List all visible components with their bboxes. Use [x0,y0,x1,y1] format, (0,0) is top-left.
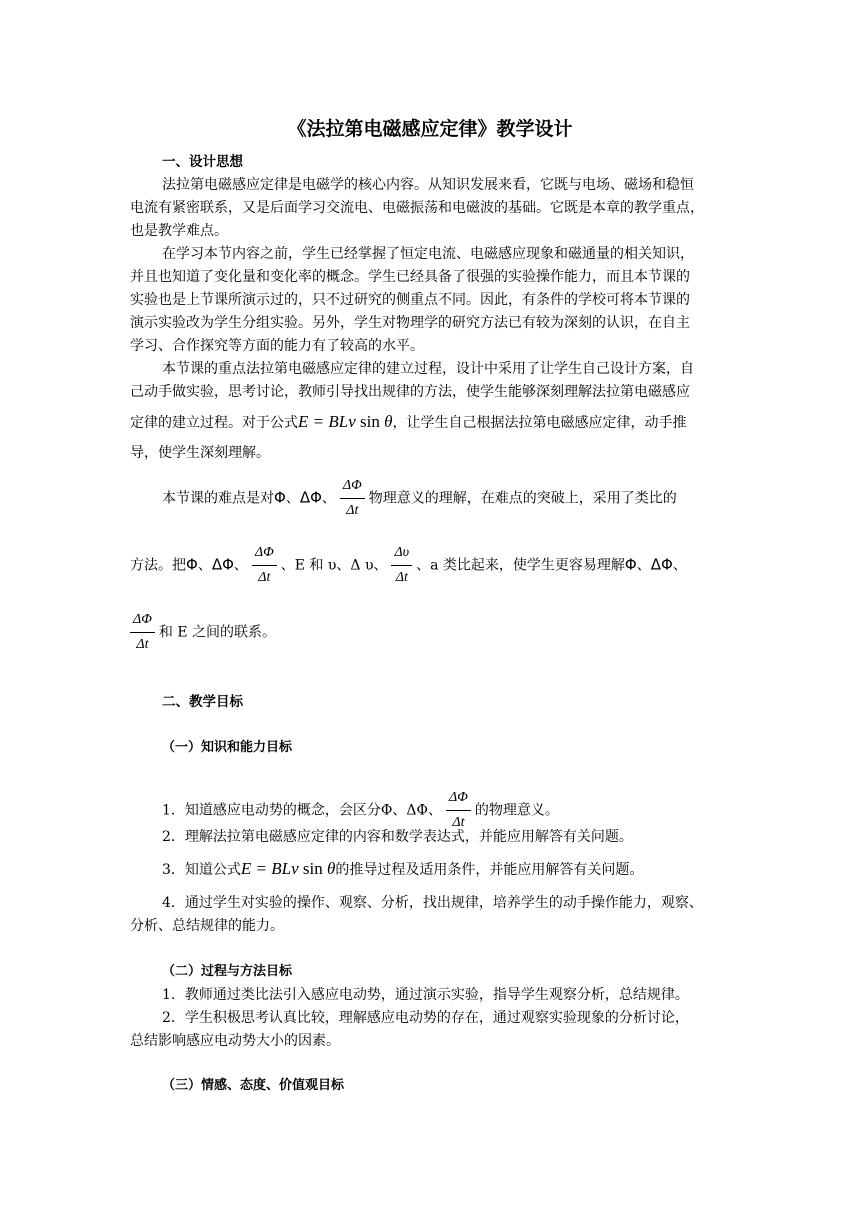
fraction-numerator: Δυ [391,543,412,566]
formula-sin: sin [355,412,385,431]
text-span: 1．知道感应电动势的概念，会区分Φ、ΔΦ、 [162,802,442,819]
list-item-with-formula [162,859,762,880]
subsection-heading-attitude: （三）情感、态度、价值观目标 [162,1078,345,1093]
fraction-numerator: ΔΦ [252,543,277,566]
paragraph-line: 学习、合作探究等方面的能力有了较高的水平。 [130,338,424,354]
formula-theta: θ [384,412,393,431]
text-span: 方法。把 [130,557,186,574]
fraction-dv-dt [391,543,412,588]
list-item-continued: 分析、总结规律的能力。 [130,918,284,934]
paragraph-line-difficulty [162,476,762,521]
fraction-denominator: Δt [346,503,359,518]
text-span: 、 [636,557,651,574]
document-title: 《法拉第电磁感应定律》教学设计 [287,118,573,140]
delta-phi-symbol: ΔΦ [211,555,234,574]
text-span: 本节课的难点是对 [162,490,274,507]
phi-symbol: Φ [186,555,198,574]
formula-theta: θ [327,859,336,878]
section-heading-goals: 二、教学目标 [162,694,243,710]
formula-emf [241,859,335,878]
fraction-numerator: ΔΦ [340,476,365,499]
fraction-denominator: Δt [136,637,149,652]
paragraph-line: 电流有紧密联系，又是后面学习交流电、电磁振荡和电磁波的基础。它既是本章的教学重点， [130,200,704,216]
formula-sin: sin [298,859,328,878]
delta-phi-symbol: ΔΦ [299,488,322,507]
list-item: 2．理解法拉第电磁感应定律的内容和数学表达式，并能应用解答有关问题。 [162,829,633,845]
paragraph-line: 实验也是上节课所演示过的，只不过研究的侧重点不同。因此，有条件的学校可将本节课的 [130,292,690,308]
text-span: 的物理意义。 [474,802,559,819]
paragraph-line: 法拉第电磁感应定律是电磁学的核心内容。从知识发展来看，它既与电场、磁场和稳恒 [162,177,694,193]
paragraph-line: 在学习本节内容之前，学生已经掌握了恒定电流、电磁感应现象和磁通量的相关知识， [162,246,694,262]
paragraph-line: 并且也知道了变化量和变化率的概念。学生已经具备了很强的实验操作能力，而且本节课的 [130,269,690,285]
list-item: 4．通过学生对实验的操作、观察、分析，找出规律，培养学生的动手操作能力，观察、 [162,895,703,911]
formula-emf [298,412,392,431]
text-span: 、E 和 υ、Δ υ、 [280,557,388,574]
text-span: 和 E 之间的联系。 [158,624,276,641]
text-span: 、 [321,490,336,507]
text-span: 3．知道公式 [162,862,241,878]
paragraph-line-with-formula [130,412,730,433]
paragraph-line-analogy [130,543,730,588]
phi-symbol: Φ [274,488,286,507]
fraction-numerator: ΔΦ [446,788,471,811]
paragraph-line: 导，使学生深刻理解。 [130,445,270,461]
text-span: ，让学生自己根据法拉第电磁感应定律，动手推 [392,415,687,431]
phi-symbol: Φ [624,555,637,574]
paragraph-line: 也是教学难点。 [130,223,228,239]
list-item-continued: 总结影响感应电动势大小的因素。 [130,1033,340,1049]
text-span: 、a 类比起来，使学生更容易理解 [416,557,625,574]
fraction-denominator: Δt [395,570,408,585]
text-span: 、 [197,557,212,574]
fraction-dphi-dt [130,610,155,655]
list-item: 2．学生积极思考认真比较，理解感应电动势的存在，通过观察实验现象的分析讨论， [162,1010,689,1026]
paragraph-line: 己动手做实验，思考讨论，教师引导找出规律的方法，使学生能够深刻理解法拉第电磁感应 [130,384,690,400]
fraction-dphi-dt [252,543,277,588]
fraction-numerator: ΔΦ [130,610,155,633]
fraction-denominator: Δt [258,570,271,585]
formula-lhs: E = BLv [240,859,299,878]
section-heading-design: 一、设计思想 [162,154,243,170]
subsection-heading-process: （二）过程与方法目标 [162,964,293,979]
subsection-heading-knowledge: （一）知识和能力目标 [162,740,293,755]
fraction-dphi-dt [340,476,365,521]
text-span: 的推导过程及适用条件，并能应用解答有关问题。 [335,862,644,878]
fraction-denominator: Δt [452,815,465,830]
paragraph-line: 本节课的重点法拉第电磁感应定律的建立过程，设计中采用了让学生自己设计方案，自 [162,361,694,377]
list-item: 1．教师通过类比法引入感应电动势，通过演示实验，指导学生观察分析，总结规律。 [162,987,689,1003]
text-span: 、 [233,557,248,574]
formula-lhs: E = BLv [298,412,356,431]
delta-phi-symbol: ΔΦ [650,555,673,574]
paragraph-line: 演示实验改为学生分组实验。另外，学生对物理学的研究方法已有较为深刻的认识，在自主 [130,315,690,331]
text-span: 、 [672,557,687,574]
text-span: 定律的建立过程。对于公式 [130,415,298,431]
paragraph-line-relation [130,610,730,655]
text-span: 物理意义的理解，在难点的突破上，采用了类比的 [368,490,677,507]
text-span: 、 [285,490,300,507]
